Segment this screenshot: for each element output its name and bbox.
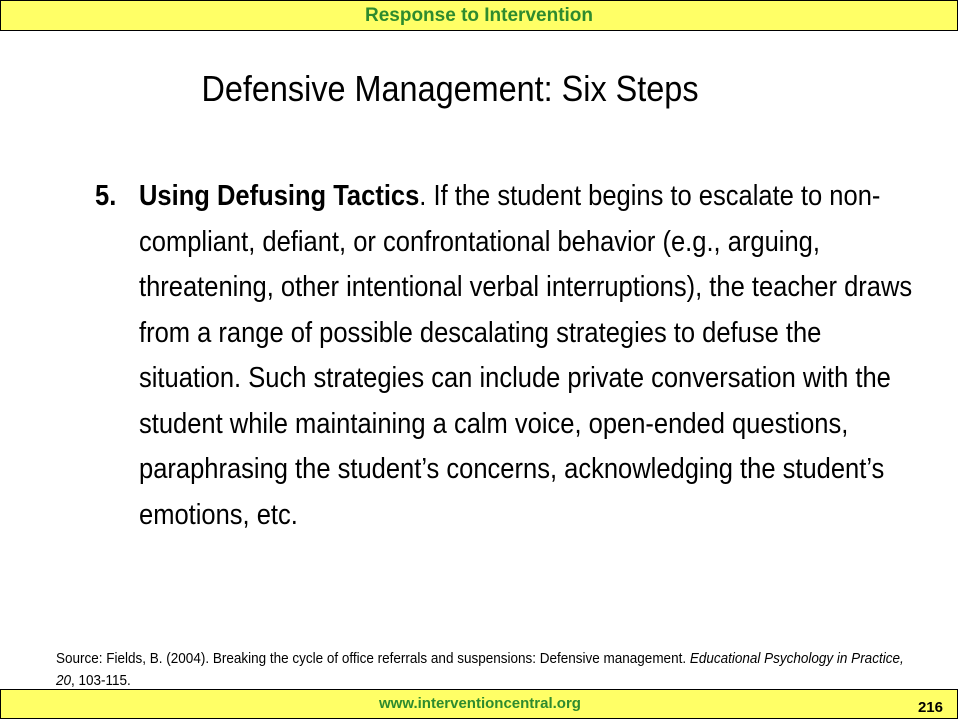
footer-url-link[interactable]: www.interventioncentral.org: [379, 695, 581, 712]
source-citation: [56, 648, 911, 692]
step-title: Using Defusing Tactics: [139, 180, 420, 212]
source-pages: , 103-115.: [71, 672, 131, 689]
step-body: [139, 174, 913, 538]
footer-bar: [0, 689, 958, 719]
step-paragraph: [95, 174, 913, 538]
source-journal: Educational Psychology in Practice, 20: [56, 650, 904, 689]
step-description: . If the student begins to escalate to non-compliant, defiant, or confrontational behavior (e.g., arguing, threatening, other intentional verbal interruptions), the teacher draws from a range of possible descalating strategies to defuse the situation. Such strategies can include private conversation with the student while maintaining a calm voice, open-ended questions, paraphrasing the student’s concerns, acknowledging the student’s emotions, etc.: [139, 180, 913, 531]
page-number: 216: [917, 699, 943, 716]
source-text: Source: Fields, B. (2004). Breaking the cycle of office referrals and suspensions: Defensive management.: [56, 650, 690, 667]
header-title: Response to Intervention: [364, 5, 594, 26]
step-number: 5.: [95, 180, 117, 212]
header-bar: [0, 0, 958, 31]
slide-title: Defensive Management: Six Steps: [201, 68, 699, 109]
